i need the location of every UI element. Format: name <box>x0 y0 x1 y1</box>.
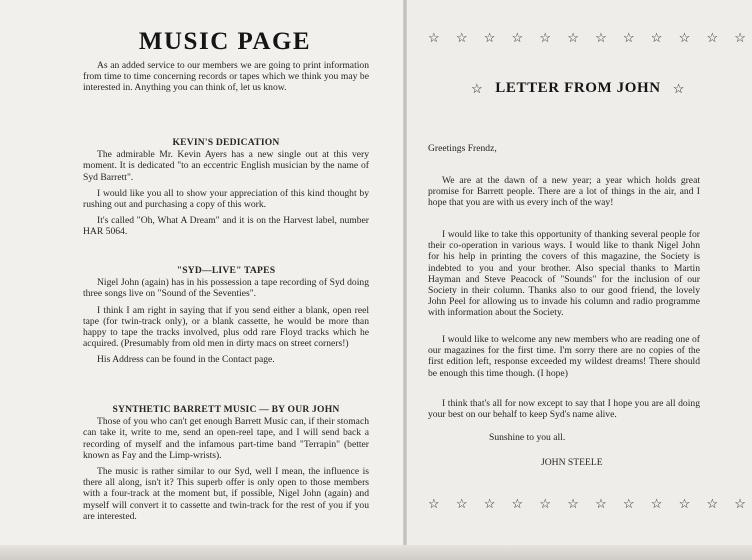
page-bottom-shadow <box>0 545 752 560</box>
star-icon: ☆ <box>595 30 607 45</box>
letter-paragraph-1 <box>428 175 700 214</box>
section-syd-live-tapes <box>83 265 369 371</box>
section-paragraph: I would like you all to show your appreciation of this kind thought by rushing out and purchasing a copy of this work. <box>83 187 369 211</box>
star-icon: ☆ <box>567 30 579 45</box>
letter-title: LETTER FROM JOHN <box>495 80 661 96</box>
section-paragraph: I think I am right in saying that if you send either a blank, open reel tape (for twin-track only), or a blank cassette, he would be more than happy to tape the tracks involved, plus odd rare Floyd tracks which he acquired. (Presumably from old men in dirty macs on street corners!) <box>83 304 369 350</box>
letter-greeting: Greetings Frendz, <box>428 143 497 154</box>
section-heading: "SYD—LIVE" TAPES <box>176 265 276 276</box>
star-icon: ☆ <box>455 496 468 511</box>
star-icon: ☆ <box>678 496 691 511</box>
section-paragraph: It's called "Oh, What A Dream" and it is on the Harvest label, number HAR 5064. <box>83 215 369 238</box>
section-synthetic-barrett-music <box>83 404 369 527</box>
star-icon: ☆ <box>511 30 524 45</box>
star-icon: ☆ <box>734 30 746 45</box>
star-icon: ☆ <box>511 496 524 511</box>
star-icon: ☆ <box>622 496 635 511</box>
letter-paragraph-4 <box>428 398 700 425</box>
letter-paragraph: I would like to take this opportunity of thanking several people for their co-operation in various ways. I would like to thank Nigel John for his help in printing the covers of this magazine, the Society is indebted to you and your brother. Also special thanks to Martin Hayman and Steve Peacock of "Sounds" for the inclusion of our Society in their column. Thanks also to our good friend, the lovely John Peel for allowing us to invade his column and radio programme with information about the Society. <box>428 229 700 319</box>
star-icon: ☆ <box>706 496 719 511</box>
top-star-border <box>428 30 746 46</box>
section-paragraph: The admirable Mr. Kevin Ayers has a new single out at this very moment. It is dedicated "to an eccentric English musician by the name of Syd Barrett". <box>83 149 369 183</box>
star-icon: ☆ <box>455 30 468 45</box>
star-icon: ☆ <box>483 496 496 511</box>
star-icon: ☆ <box>539 496 552 511</box>
letter-paragraph: We are at the dawn of a new year; a year which holds great promise for Barrett people. There are a lot of things in the air, and I hope that you are with us every inch of the way! <box>428 175 700 209</box>
letter-paragraph-3 <box>428 334 700 384</box>
music-intro: As an added service to our members we are going to print information from time to time concerning records or tapes which we think you may be interested in. Anything you can think of, let us know. <box>83 60 369 94</box>
letter-paragraph-2 <box>428 229 700 324</box>
star-icon: ☆ <box>428 496 440 511</box>
section-paragraph: The music is rather similar to our Syd, well I mean, the influence is there all along, isn't it? This superb offer is only open to those members with a four-track at the moment but, if possible, Nigel John (again) and myself will convert it to cassette and twin-track for the rest of you if you are interested. <box>83 466 369 522</box>
star-icon: ☆ <box>650 30 663 45</box>
star-icon: ☆ <box>734 496 746 511</box>
letter-paragraph: I would like to welcome any new members who are reading one of our magazines for the first time. I'm sorry there are no copies of the first edition left, response exceeded my wildest dreams! There should be enough this time though. (I hope) <box>428 334 700 379</box>
star-icon: ☆ <box>706 30 719 45</box>
star-icon: ☆ <box>672 80 685 96</box>
star-icon: ☆ <box>678 30 691 45</box>
letter-signature: JOHN STEELE <box>541 457 603 468</box>
section-heading: SYNTHETIC BARRETT MUSIC — BY OUR JOHN <box>112 404 340 415</box>
page-fold <box>403 0 407 560</box>
star-icon: ☆ <box>622 30 635 45</box>
music-intro-block <box>83 60 369 99</box>
section-paragraph: Those of you who can't get enough Barrett Music can, if their stomach can take it, write to me, send an open-reel tape, and I will send back a recording of myself and the infamous part-time band "Terrapin" (better known as Fay and the Limp-wrists). <box>83 416 369 461</box>
section-paragraph: His Address can be found in the Contact page. <box>97 354 275 366</box>
bottom-star-border <box>428 496 746 512</box>
star-icon: ☆ <box>650 496 663 511</box>
star-icon: ☆ <box>567 496 579 511</box>
music-page-title: MUSIC PAGE <box>138 28 312 55</box>
star-icon: ☆ <box>483 30 496 45</box>
star-icon: ☆ <box>428 30 440 45</box>
section-paragraph: Nigel John (again) has in his possession a tape recording of Syd doing three songs live on "Sound of the Seventies". <box>83 277 369 300</box>
letter-title-row <box>448 80 708 97</box>
letter-closing: Sunshine to you all. <box>489 432 566 443</box>
star-icon: ☆ <box>471 80 484 96</box>
section-kevins-dedication <box>83 137 369 243</box>
letter-paragraph: I think that's all for now except to say that I hope you are all doing your best on our behalf to keep Syd's name alive. <box>428 398 700 421</box>
section-heading: KEVIN'S DEDICATION <box>172 137 280 148</box>
star-icon: ☆ <box>595 496 607 511</box>
star-icon: ☆ <box>539 30 552 45</box>
